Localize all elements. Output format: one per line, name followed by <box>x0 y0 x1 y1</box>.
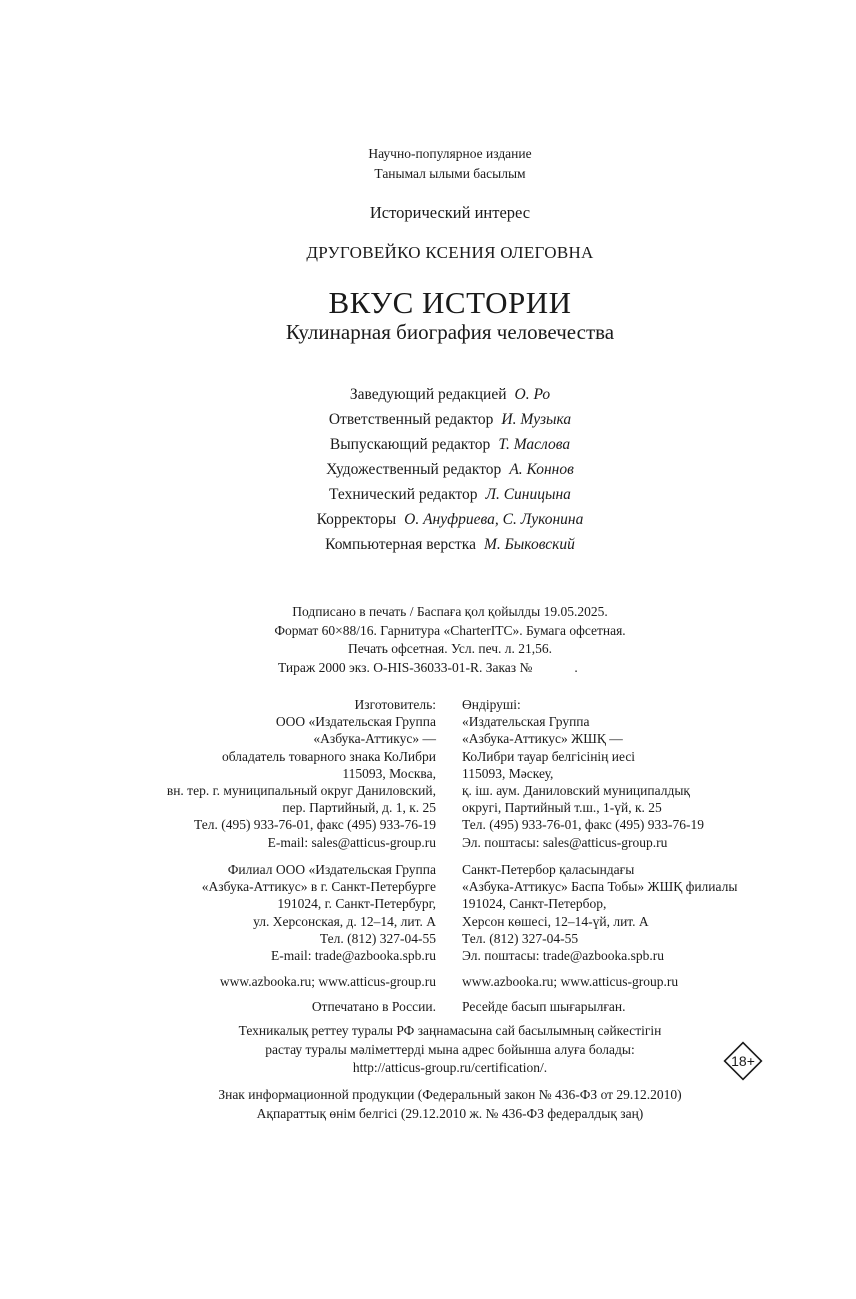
staff-role: Корректоры <box>316 511 397 528</box>
printed-in-kz: Ресейде басып шығарылған. <box>462 999 626 1014</box>
branch-ru <box>202 861 436 964</box>
manufacturer-ru <box>167 696 436 851</box>
manufacturer-kz-line: Тел. (495) 933-76-01, факс (495) 933-76-19 <box>462 817 705 833</box>
staff-line <box>0 461 856 479</box>
staff-role: Ответственный редактор <box>328 411 494 428</box>
manufacturer-ru-line: «Азбука-Аттикус» — <box>313 731 436 747</box>
book-subtitle: Кулинарная биография человечества <box>285 320 615 344</box>
websites-ru: www.azbooka.ru; www.atticus-group.ru <box>219 974 436 989</box>
staff-line <box>0 386 856 404</box>
certification-line: Техникалық реттеу туралы РФ заңнамасына сай басылымның сәйкестігін <box>238 1023 662 1038</box>
manufacturer-ru-line: Тел. (495) 933-76-01, факс (495) 933-76-19 <box>193 817 436 833</box>
manufacturer-ru-line: вн. тер. г. муниципальный округ Даниловский, <box>166 782 436 798</box>
manufacturer-kz-line: округі, Партийный т.ш., 1-үй, к. 25 <box>462 800 662 816</box>
branch-kz-line: Тел. (812) 327-04-55 <box>462 930 579 946</box>
info-sign-kz: Ақпараттық өнім белгісі (29.12.2010 ж. № 436-ФЗ федералдық заң) <box>256 1106 644 1121</box>
author-name: ДРУГОВЕЙКО КСЕНИЯ ОЛЕГОВНА <box>306 243 594 262</box>
manufacturer-ru-line: ООО «Издательская Группа <box>275 714 436 730</box>
staff-role: Заведующий редакцией <box>349 386 507 403</box>
print-info-line: Формат 60×88/16. Гарнитура «CharterITC». Бумага офсетная. <box>274 623 626 638</box>
certification-url: http://atticus-group.ru/certification/. <box>352 1060 548 1075</box>
manufacturer-kz-line: «Издательская Группа <box>462 714 590 730</box>
print-info-line: Подписано в печать / Баспаға қол қойылды 19.05.2025. <box>292 604 608 619</box>
manufacturer-kz-line: Өндіруші: <box>462 697 521 712</box>
staff-person: А. Коннов <box>509 461 574 478</box>
manufacturer-ru-email: E-mail: sales@atticus-group.ru <box>267 834 436 850</box>
manufacturer-kz-email: Эл. поштасы: sales@atticus-group.ru <box>462 834 668 850</box>
manufacturer-ru-line: пер. Партийный, д. 1, к. 25 <box>282 800 436 816</box>
staff-line <box>0 486 856 504</box>
staff-person: О. Ануфриева, С. Луконина <box>404 511 584 528</box>
age-rating-text: 18+ <box>731 1053 755 1069</box>
websites-kz: www.azbooka.ru; www.atticus-group.ru <box>462 974 679 989</box>
info-sign-ru: Знак информационной продукции (Федеральный закон № 436-ФЗ от 29.12.2010) <box>218 1087 682 1102</box>
manufacturer-ru-line: Изготовитель: <box>354 697 436 712</box>
branch-ru-email: E-mail: trade@azbooka.spb.ru <box>271 947 436 963</box>
staff-role: Выпускающий редактор <box>329 436 491 453</box>
manufacturer-kz-line: 115093, Мәскеу, <box>462 765 554 781</box>
staff-role: Технический редактор <box>329 486 478 503</box>
staff-role: Художественный редактор <box>326 461 502 478</box>
print-info-line: Тираж 2000 экз. O-HIS-36033-01-R. Заказ № . <box>278 660 578 675</box>
edition-type-kz: Танымал ылыми басылым <box>374 166 526 181</box>
branch-ru-line: «Азбука-Аттикус» в г. Санкт-Петербурге <box>201 879 436 895</box>
branch-ru-line: Филиал ООО «Издательская Группа <box>227 862 436 877</box>
branch-kz-line: 191024, Санкт-Петербор, <box>462 896 607 912</box>
manufacturer-kz-line: қ. іш. аум. Даниловский муниципалдық <box>462 782 690 798</box>
branch-ru-line: ул. Херсонская, д. 12–14, лит. А <box>253 913 436 929</box>
branch-kz-line: Санкт-Петербор қаласындағы <box>462 862 635 877</box>
edition-type-ru: Научно-популярное издание <box>368 146 532 161</box>
manufacturer-ru-line: 115093, Москва, <box>342 765 436 781</box>
manufacturer-kz-line: «Азбука-Аттикус» ЖШҚ — <box>462 731 623 747</box>
manufacturer-kz-line: КоЛибри тауар белгісінің иесі <box>462 748 636 764</box>
branch-kz-email: Эл. поштасы: trade@azbooka.spb.ru <box>462 947 664 963</box>
staff-person: И. Музыка <box>501 411 572 428</box>
staff-line <box>0 511 856 529</box>
staff-line <box>0 536 856 554</box>
manufacturer-ru-line: обладатель товарного знака КоЛибри <box>222 748 436 764</box>
branch-kz <box>462 861 737 964</box>
book-title: ВКУС ИСТОРИИ <box>328 285 572 320</box>
staff-person: Л. Синицына <box>485 486 571 503</box>
manufacturer-kz <box>462 696 704 851</box>
staff-person: М. Быковский <box>483 536 575 553</box>
staff-person: Т. Маслова <box>498 436 571 453</box>
age-rating-badge <box>722 1040 764 1082</box>
print-info-line: Печать офсетная. Усл. печ. л. 21,56. <box>347 641 553 656</box>
series-name: Исторический интерес <box>369 203 531 222</box>
printed-in-ru: Отпечатано в России. <box>311 999 436 1014</box>
branch-ru-line: 191024, г. Санкт-Петербург, <box>277 896 436 912</box>
staff-role: Компьютерная верстка <box>325 536 476 553</box>
staff-person: О. Ро <box>514 386 551 403</box>
staff-line <box>0 436 856 454</box>
order-number-label: Тираж 2000 экз. O-HIS-36033-01-R. Заказ № <box>278 660 533 675</box>
staff-line <box>0 411 856 429</box>
branch-kz-line: Херсон көшесі, 12–14-үй, лит. А <box>462 913 649 929</box>
certification-line: растау туралы мәліметтерді мына адрес бойынша алуға болады: <box>265 1042 635 1057</box>
branch-kz-line: «Азбука-Аттикус» Баспа Тобы» ЖШҚ филиалы <box>462 879 738 895</box>
branch-ru-line: Тел. (812) 327-04-55 <box>319 930 436 946</box>
